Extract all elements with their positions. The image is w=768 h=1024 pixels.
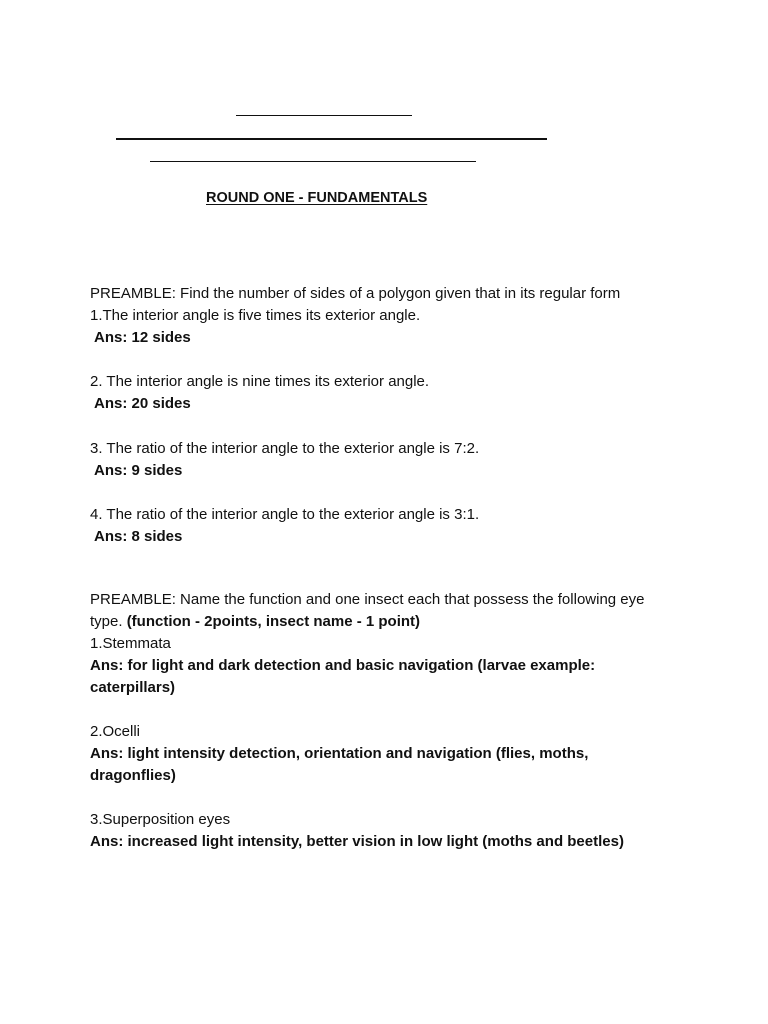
polygon-answer-3: Ans: 9 sides xyxy=(94,462,183,479)
insect-preamble-line-1: PREAMBLE: Name the function and one insect each that possess the following eye xyxy=(90,591,645,608)
insect-question-3: 3.Superposition eyes xyxy=(90,811,231,828)
title-blank-line-1 xyxy=(236,115,412,116)
round-heading: ROUND ONE - FUNDAMENTALS xyxy=(206,190,428,206)
polygon-question-4: 4. The ratio of the interior angle to the exterior angle is 3:1. xyxy=(90,506,480,523)
polygon-answer-4: Ans: 8 sides xyxy=(94,528,183,545)
insect-question-2: 2.Ocelli xyxy=(90,723,141,740)
polygon-answer-1: Ans: 12 sides xyxy=(94,329,191,346)
insect-question-1: 1.Stemmata xyxy=(90,635,171,652)
title-blank-line-2 xyxy=(116,138,547,140)
insect-preamble-type: type. xyxy=(90,613,127,630)
polygon-preamble: PREAMBLE: Find the number of sides of a polygon given that in its regular form xyxy=(90,285,621,302)
insect-answer-1-line-1: Ans: for light and dark detection and basic navigation (larvae example: xyxy=(90,657,596,674)
insect-preamble-points: (function - 2points, insect name - 1 point) xyxy=(126,613,421,630)
polygon-question-2: 2. The interior angle is nine times its exterior angle. xyxy=(90,373,430,390)
polygon-answer-2: Ans: 20 sides xyxy=(94,395,191,412)
polygon-question-1: 1.The interior angle is five times its exterior angle. xyxy=(90,307,421,324)
polygon-question-3: 3. The ratio of the interior angle to the exterior angle is 7:2. xyxy=(90,440,480,457)
insect-preamble-line-2 xyxy=(90,611,420,633)
insect-answer-2-line-2: dragonflies) xyxy=(90,767,176,784)
title-blank-line-3 xyxy=(150,161,476,162)
insect-answer-3-line-1: Ans: increased light intensity, better vision in low light (moths and beetles) xyxy=(90,833,624,850)
insect-answer-2-line-1: Ans: light intensity detection, orientation and navigation (flies, moths, xyxy=(90,745,589,762)
insect-answer-1-line-2: caterpillars) xyxy=(90,679,176,696)
